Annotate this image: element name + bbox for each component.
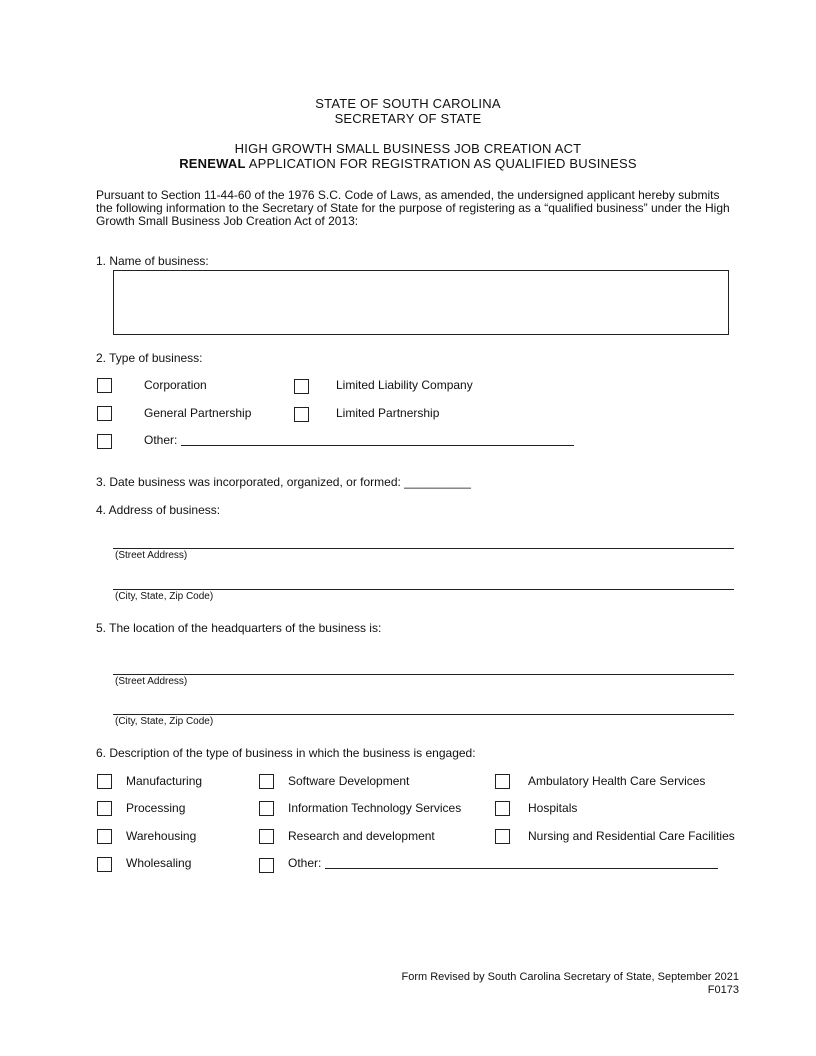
ambulatory-label: Ambulatory Health Care Services: [528, 774, 706, 788]
hq-city-caption: (City, State, Zip Code): [115, 716, 214, 727]
llc-label: Limited Liability Company: [336, 378, 473, 392]
llc-checkbox[interactable]: [294, 379, 309, 394]
type-other-field[interactable]: [181, 445, 574, 446]
header-application-title: [0, 156, 816, 171]
processing-checkbox[interactable]: [97, 801, 112, 816]
wholesaling-checkbox[interactable]: [97, 857, 112, 872]
it-services-label: Information Technology Services: [288, 801, 462, 815]
type-other-label: Other:: [144, 433, 178, 447]
intro-paragraph: [96, 189, 756, 228]
corporation-label: Corporation: [144, 378, 207, 392]
manufacturing-label: Manufacturing: [126, 774, 203, 788]
general-partnership-label: General Partnership: [144, 406, 252, 420]
q3-label: 3. Date business was incorporated, organized, or formed: __________: [96, 475, 471, 489]
business-name-field[interactable]: [113, 270, 729, 335]
footer-form-number: F0173: [707, 984, 739, 996]
hq-city-field[interactable]: [113, 714, 734, 715]
warehousing-label: Warehousing: [126, 829, 197, 843]
nursing-label: Nursing and Residential Care Facilities: [528, 829, 735, 843]
q4-label: 4. Address of business:: [96, 503, 221, 517]
type-other-checkbox[interactable]: [97, 434, 112, 449]
wholesaling-label: Wholesaling: [126, 856, 192, 870]
research-checkbox[interactable]: [259, 829, 274, 844]
processing-label: Processing: [126, 801, 186, 815]
q6-label: 6. Description of the type of business in which the business is engaged:: [96, 746, 476, 760]
business-street-field[interactable]: [113, 548, 734, 549]
intro-line-1: Pursuant to Section 11-44-60 of the 1976 S.C. Code of Laws, as amended, the undersigned applicant hereby submits: [96, 188, 720, 202]
q5-label: 5. The location of the headquarters of the business is:: [96, 621, 382, 635]
limited-partnership-checkbox[interactable]: [294, 407, 309, 422]
business-street-caption: (Street Address): [115, 550, 188, 561]
business-city-caption: (City, State, Zip Code): [115, 591, 214, 602]
warehousing-checkbox[interactable]: [97, 829, 112, 844]
engaged-other-label: Other:: [288, 856, 322, 870]
header-application: APPLICATION FOR REGISTRATION AS QUALIFIED BUSINESS: [245, 156, 637, 171]
header-renewal: RENEWAL: [179, 156, 246, 171]
header-office: SECRETARY OF STATE: [334, 111, 482, 126]
corporation-checkbox[interactable]: [97, 378, 112, 393]
software-label: Software Development: [288, 774, 410, 788]
hospitals-label: Hospitals: [528, 801, 578, 815]
hospitals-checkbox[interactable]: [495, 801, 510, 816]
intro-line-3: Growth Small Business Job Creation Act of 2013:: [96, 214, 359, 228]
general-partnership-checkbox[interactable]: [97, 406, 112, 421]
hq-street-caption: (Street Address): [115, 676, 188, 687]
engaged-other-checkbox[interactable]: [259, 858, 274, 873]
nursing-checkbox[interactable]: [495, 829, 510, 844]
business-city-field[interactable]: [113, 589, 734, 590]
q2-label: 2. Type of business:: [96, 351, 203, 365]
ambulatory-checkbox[interactable]: [495, 774, 510, 789]
q1-label: 1. Name of business:: [96, 254, 209, 268]
intro-line-2: the following information to the Secretary of State for the purpose of registering as a “qualified business” under the High: [96, 201, 730, 215]
limited-partnership-label: Limited Partnership: [336, 406, 440, 420]
manufacturing-checkbox[interactable]: [97, 774, 112, 789]
footer-revised: Form Revised by South Carolina Secretary of State, September 2021: [401, 971, 739, 983]
software-checkbox[interactable]: [259, 774, 274, 789]
header-state: STATE OF SOUTH CAROLINA: [315, 96, 501, 111]
research-label: Research and development: [288, 829, 435, 843]
header-act: HIGH GROWTH SMALL BUSINESS JOB CREATION ACT: [234, 141, 582, 156]
it-services-checkbox[interactable]: [259, 801, 274, 816]
hq-street-field[interactable]: [113, 674, 734, 675]
engaged-other-field[interactable]: [325, 868, 718, 869]
